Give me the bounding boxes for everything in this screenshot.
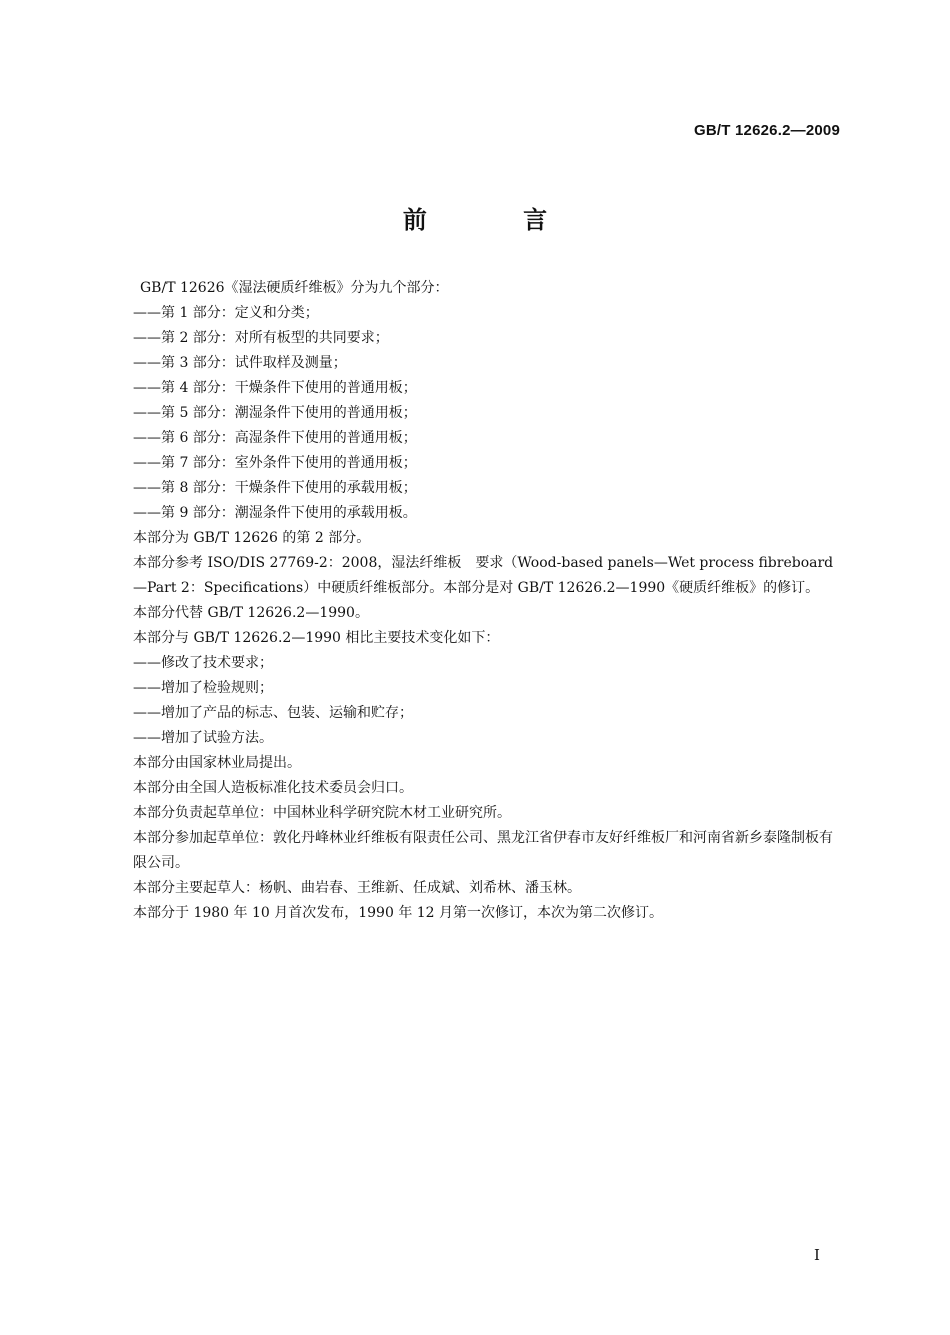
drafters-paragraph: 本部分主要起草人：杨帆、曲岩春、王维新、任成斌、刘希林、潘玉林。	[133, 880, 581, 896]
this-part-paragraph: 本部分为 GB/T 12626 的第 2 部分。	[133, 530, 371, 546]
change-list-item: ——增加了检验规则；	[133, 680, 273, 696]
change-list-item: ——增加了产品的标志、包装、运输和贮存；	[133, 705, 413, 721]
participating-units-paragraph: 本部分参加起草单位：敦化丹峰林业纤维板有限责任公司、黑龙江省伊春市友好纤维板厂和河南省新乡泰隆制板有限公司。	[133, 830, 833, 871]
standard-number: GB/T 12626.2—2009	[694, 122, 840, 139]
change-list-item: ——增加了试验方法。	[133, 730, 273, 746]
change-list-item: ——修改了技术要求；	[133, 655, 273, 671]
part-list-item: ——第 9 部分：潮湿条件下使用的承载用板。	[133, 505, 417, 521]
replaces-paragraph: 本部分代替 GB/T 12626.2—1990。	[133, 605, 369, 621]
part-list-item: ——第 5 部分：潮湿条件下使用的普通用板；	[133, 405, 417, 421]
history-paragraph: 本部分于 1980 年 10 月首次发布，1990 年 12 月第一次修订，本次为第二次修订。	[133, 905, 664, 921]
centralized-by-paragraph: 本部分由全国人造板标准化技术委员会归口。	[133, 780, 413, 796]
part-list-item: ——第 2 部分：对所有板型的共同要求；	[133, 330, 389, 346]
page-number: I	[814, 1246, 820, 1264]
intro-paragraph: GB/T 12626《湿法硬质纤维板》分为九个部分：	[140, 280, 449, 296]
page-title: 前 言	[402, 206, 592, 234]
reference-paragraph: 本部分参考 ISO/DIS 27769-2：2008，湿法纤维板 要求（Wood-based panels—Wet process fibreboard—Part 2：Specifications）中硬质纤维板部分。本部分是对 GB/T 12626.2—1990《硬质纤维板》的修订。	[133, 555, 834, 596]
part-list-item: ——第 7 部分：室外条件下使用的普通用板；	[133, 455, 417, 471]
foreword-body	[133, 276, 838, 926]
part-list-item: ——第 1 部分：定义和分类；	[133, 305, 319, 321]
part-list-item: ——第 4 部分：干燥条件下使用的普通用板；	[133, 380, 417, 396]
drafting-unit-paragraph: 本部分负责起草单位：中国林业科学研究院木材工业研究所。	[133, 805, 511, 821]
proposed-by-paragraph: 本部分由国家林业局提出。	[133, 755, 301, 771]
part-list-item: ——第 8 部分：干燥条件下使用的承载用板；	[133, 480, 417, 496]
part-list-item: ——第 6 部分：高湿条件下使用的普通用板；	[133, 430, 417, 446]
part-list-item: ——第 3 部分：试件取样及测量；	[133, 355, 347, 371]
changes-intro-paragraph: 本部分与 GB/T 12626.2—1990 相比主要技术变化如下：	[133, 630, 500, 646]
